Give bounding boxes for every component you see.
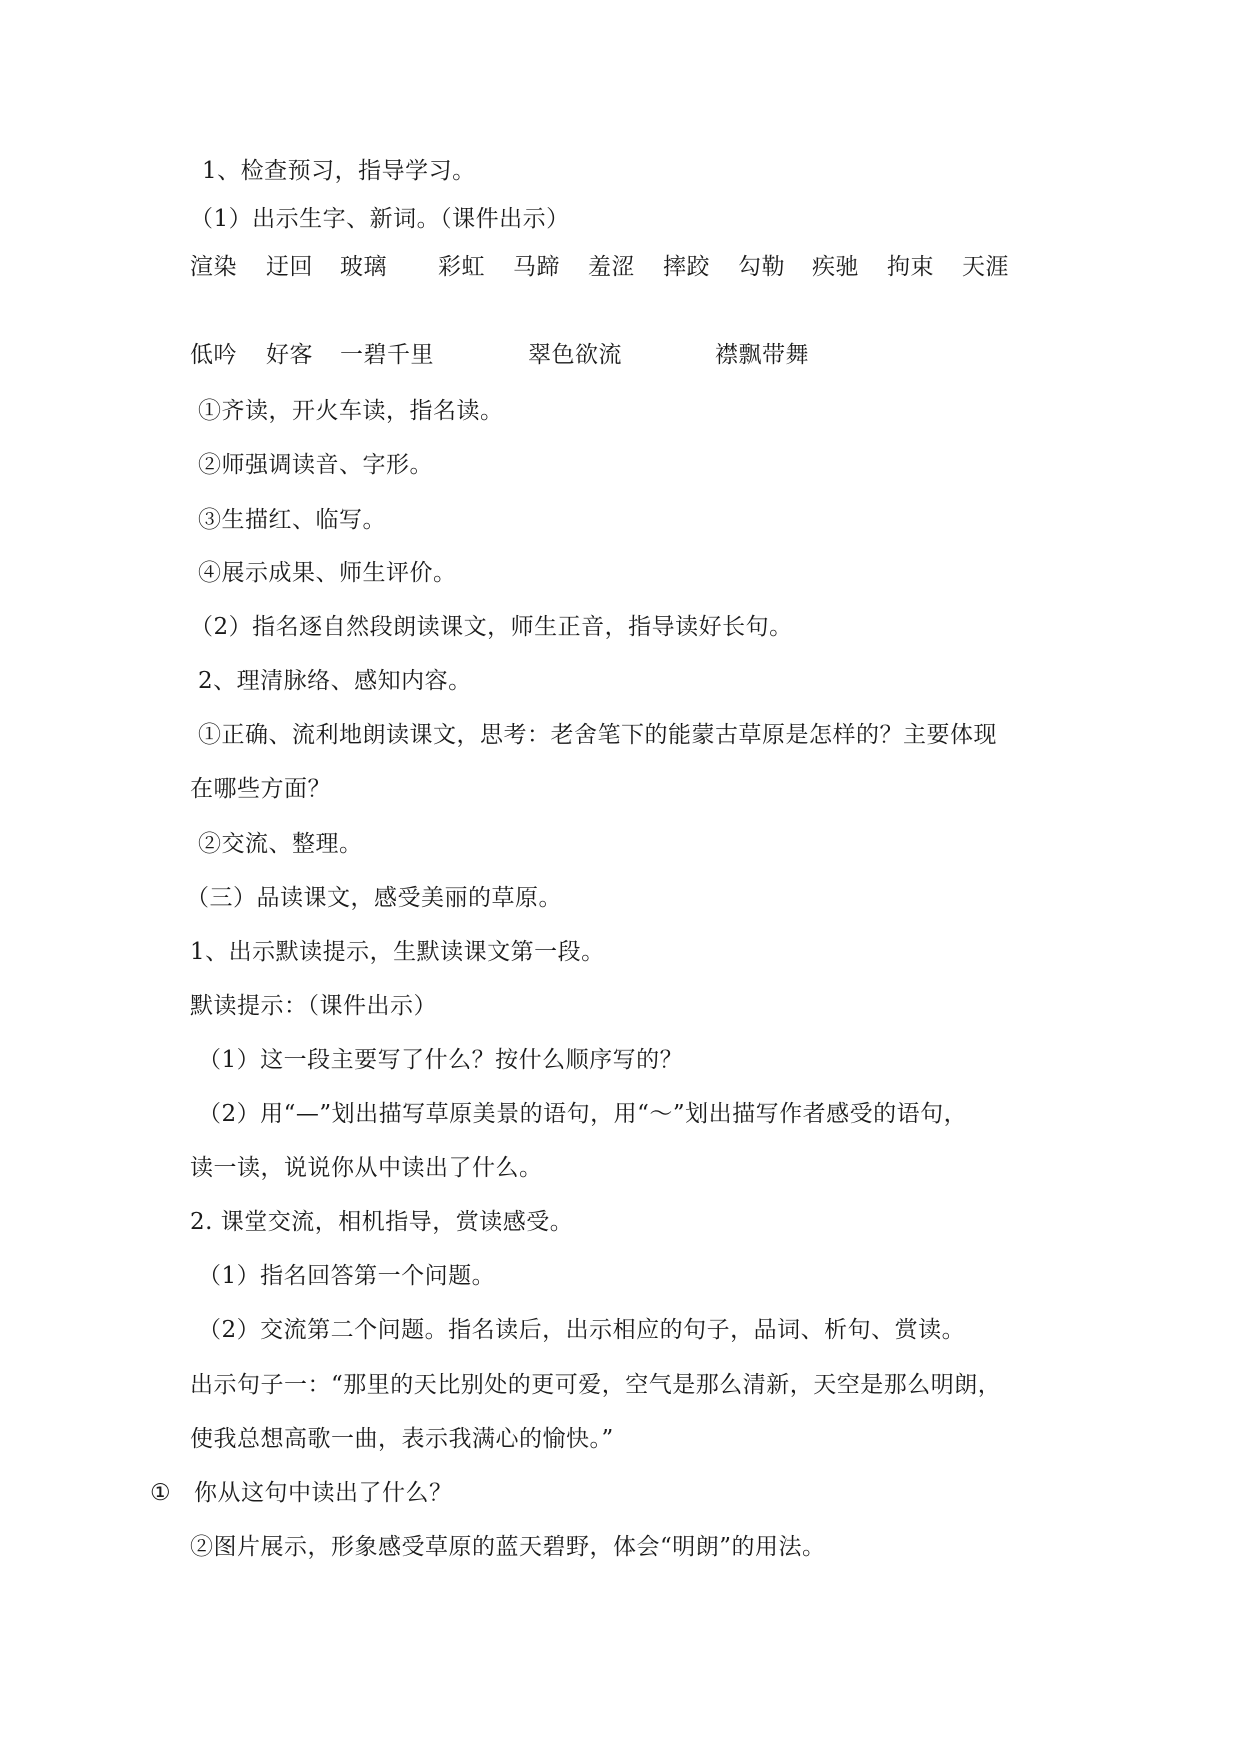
paragraph-line: 在哪些方面？ — [190, 776, 331, 802]
step-line: （2）交流第二个问题。指名读后，出示相应的句子，品词、析句、赏读。 — [198, 1317, 966, 1343]
vocab-word: 玻璃 — [340, 254, 387, 280]
step-line: （1）出示生字、新词。（课件出示） — [190, 206, 570, 232]
vocab-word: 拘束 — [887, 254, 934, 280]
vocab-word: 一碧千里 — [340, 342, 434, 368]
vocabulary-row-1 — [190, 252, 1090, 282]
step-line: ②交流、整理。 — [198, 831, 363, 857]
vocab-word: 天涯 — [962, 254, 1009, 280]
step-line: ②图片展示，形象感受草原的蓝天碧野，体会“明朗”的用法。 — [190, 1534, 826, 1560]
step-line: （2）指名逐自然段朗读课文，师生正音，指导读好长句。 — [190, 614, 793, 640]
section-heading: 2. 课堂交流，相机指导，赏读感受。 — [190, 1209, 574, 1235]
step-line: ①齐读，开火车读，指名读。 — [198, 398, 504, 424]
vocabulary-row-2 — [190, 340, 890, 370]
vocab-word: 马蹄 — [513, 254, 560, 280]
vocab-word: 襟飘带舞 — [715, 342, 809, 368]
vocab-word: 迂回 — [266, 254, 313, 280]
question-line: （2）用“—”划出描写草原美景的语句，用“～”划出描写作者感受的语句， — [198, 1101, 968, 1127]
vocab-word: 翠色欲流 — [528, 342, 622, 368]
step-line: 1、出示默读提示，生默读课文第一段。 — [190, 939, 605, 965]
step-line: ②师强调读音、字形。 — [198, 452, 433, 478]
vocab-word: 渲染 — [190, 254, 237, 280]
vocab-word: 摔跤 — [663, 254, 710, 280]
vocab-word: 好客 — [266, 342, 313, 368]
vocab-word: 羞涩 — [588, 254, 635, 280]
paragraph-line: ①正确、流利地朗读课文，思考：老舍笔下的能蒙古草原是怎样的？主要体现 — [198, 722, 997, 748]
step-line: ④展示成果、师生评价。 — [198, 560, 457, 586]
prompt-label: 默读提示：（课件出示） — [190, 993, 437, 1019]
quoted-sentence: 出示句子一：“那里的天比别处的更可爱，空气是那么清新，天空是那么明朗， — [190, 1372, 1002, 1398]
question-line: 你从这句中读出了什么？ — [194, 1480, 453, 1506]
question-line: 读一读，说说你从中读出了什么。 — [190, 1155, 543, 1181]
vocab-word: 勾勒 — [738, 254, 785, 280]
section-heading: （三）品读课文，感受美丽的草原。 — [186, 885, 562, 911]
vocab-word: 疾驰 — [812, 254, 859, 280]
vocab-word: 彩虹 — [438, 254, 485, 280]
section-heading: 1、检查预习，指导学习。 — [202, 158, 476, 184]
question-line: （1）这一段主要写了什么？按什么顺序写的？ — [198, 1047, 684, 1073]
step-line: ③生描红、临写。 — [198, 507, 386, 533]
step-line: （1）指名回答第一个问题。 — [198, 1263, 496, 1289]
vocab-word: 低吟 — [190, 342, 237, 368]
list-marker: ① — [150, 1480, 172, 1506]
section-heading: 2、理清脉络、感知内容。 — [198, 668, 472, 694]
quoted-sentence: 使我总想高歌一曲，表示我满心的愉快。” — [190, 1426, 614, 1452]
